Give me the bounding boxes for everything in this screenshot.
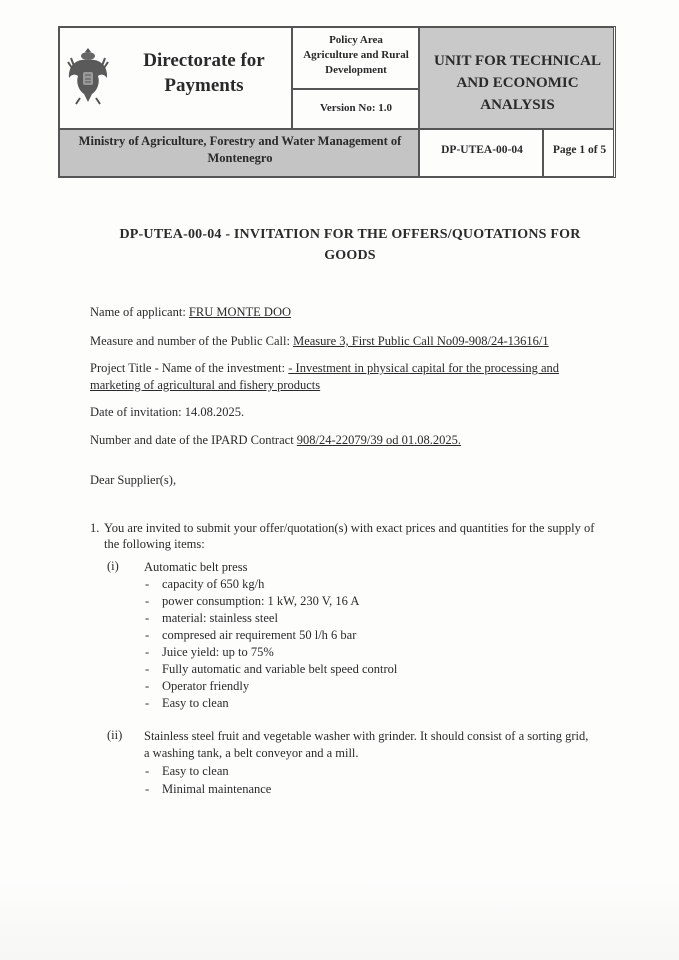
bullet-item: - capacity of 650 kg/h <box>145 577 265 591</box>
applicant-line <box>90 304 291 320</box>
unit-line: UNIT FOR TECHNICAL <box>434 53 601 69</box>
sub-item-label: (i) <box>107 559 119 573</box>
date-value: 14.08.2025. <box>184 405 245 419</box>
greeting: Dear Supplier(s), <box>90 473 177 487</box>
scan-shading <box>0 880 679 960</box>
document-title <box>90 224 610 266</box>
version-cell <box>292 89 419 129</box>
page-number-cell <box>543 129 614 177</box>
contract-line <box>90 432 461 448</box>
title-line: GOODS <box>324 248 376 263</box>
ministry-line: Ministry of Agriculture, Forestry and Water Management of <box>78 134 402 148</box>
list-number: 1. <box>90 521 100 535</box>
version-text: Version No: 1.0 <box>319 102 392 114</box>
title-line: DP-UTEA-00-04 - INVITATION FOR THE OFFERS/QUOTATIONS FOR <box>119 227 581 242</box>
project-value: - Investment in physical capital for the processing and <box>288 361 560 375</box>
contract-value: 908/24-22079/39 od 01.08.2025. <box>296 433 462 447</box>
project-line <box>90 360 559 376</box>
measure-label: Measure and number of the Public Call: <box>90 334 294 348</box>
policy-area-line: Policy Area <box>329 34 383 46</box>
measure-value: Measure 3, First Public Call No09-908/24-13616/1 <box>293 334 549 348</box>
contract-label: Number and date of the IPARD Contract <box>90 433 297 447</box>
montenegro-coat-of-arms-icon <box>66 44 110 108</box>
date-line <box>90 404 244 420</box>
date-label: Date of invitation: <box>90 405 185 419</box>
bullet-item: - Easy to clean <box>145 764 229 778</box>
policy-area-line: Agriculture and Rural <box>303 49 409 61</box>
doc-code-cell <box>419 129 543 177</box>
bullet-item: - Operator friendly <box>145 679 250 693</box>
project-value-cont: marketing of agricultural and fishery products <box>90 378 321 392</box>
ministry-line: Montenegro <box>207 151 273 165</box>
policy-area-cell <box>292 27 419 89</box>
unit-line: AND ECONOMIC <box>456 75 579 91</box>
policy-area-line: Development <box>325 64 387 76</box>
sub-item-text: Stainless steel fruit and vegetable washer with grinder. It should consist of a sorting grid, <box>144 729 589 743</box>
unit-line: ANALYSIS <box>480 97 555 113</box>
list-item-text: You are invited to submit your offer/quotation(s) with exact prices and quantities for the supply of the following items: <box>104 521 595 551</box>
bullet-item: - material: stainless steel <box>145 611 278 625</box>
project-label: Project Title - Name of the investment: <box>90 361 289 375</box>
bullet-item: - power consumption: 1 kW, 230 V, 16 A <box>145 594 360 608</box>
bullet-item: - Juice yield: up to 75% <box>145 645 274 659</box>
sub-item-label: (ii) <box>107 728 123 742</box>
ministry-cell <box>59 129 419 177</box>
applicant-label: Name of applicant: <box>90 305 189 319</box>
header-table <box>58 26 616 178</box>
sub-item-text-cont: a washing tank, a belt conveyor and a mill. <box>144 746 359 760</box>
applicant-value: FRU MONTE DOO <box>188 305 292 319</box>
page-number: Page 1 of 5 <box>552 144 607 156</box>
measure-line <box>90 333 549 349</box>
bullet-item: - Easy to clean <box>145 696 229 710</box>
bullet-item: - Minimal maintenance <box>145 782 272 796</box>
bullet-item: - compresed air requirement 50 l/h 6 bar <box>145 628 357 642</box>
doc-code: DP-UTEA-00-04 <box>441 144 523 156</box>
directorate-title: Directorate for Payments <box>143 50 265 96</box>
directorate-cell <box>59 27 292 129</box>
sub-item-title: Automatic belt press <box>144 560 248 574</box>
project-line-2 <box>90 377 320 393</box>
bullet-item: - Fully automatic and variable belt speed control <box>145 662 398 676</box>
unit-cell <box>419 27 614 129</box>
